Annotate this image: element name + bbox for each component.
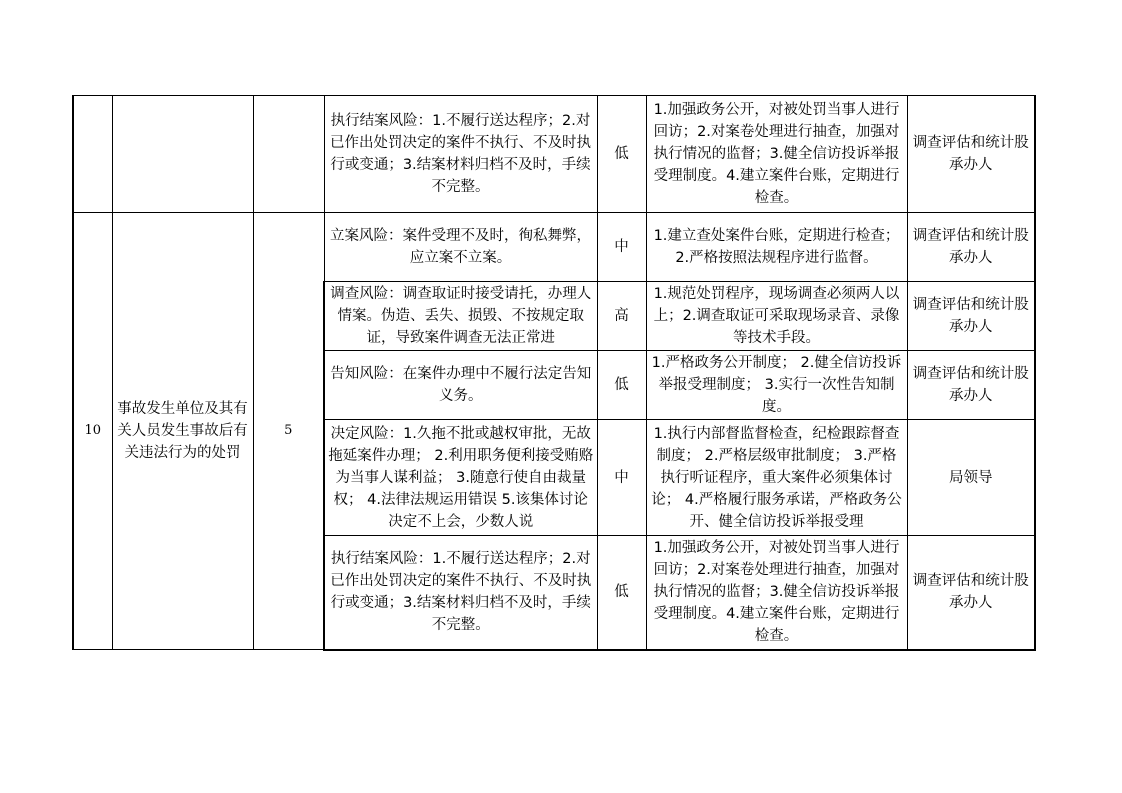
risk-point-text: 调查风险：调查取证时接受请托，办理人情案。伪造、丢失、损毁、不按规定取证，导致案件调查无法正常进 [330,286,592,346]
risk-table [72,95,1036,651]
item-number-cell [73,96,112,213]
prevention-measure-cell [646,420,907,536]
responsible-person-cell: 调查评估和统计股承办人 [907,351,1035,420]
responsible-person-cell: 局领导 [907,420,1035,536]
risk-point-cell [324,420,597,536]
risk-point-cell: 执行结案风险：1.不履行送达程序；2.对已作出处罚决定的案件不执行、不及时执行或变通；3.结案材料归档不及时，手续不完整。 [324,96,597,213]
table-row [73,96,1035,213]
risk-level-cell: 高 [597,282,646,351]
risk-level-cell: 中 [597,420,646,536]
risk-point-cell [324,282,597,351]
prevention-measure-text: 1.执行内部督监督检查，纪检跟踪督查制度； 2.严格层级审批制度； 3.严格执行听证程序，重大案件必须集体讨论； 4.严格履行服务承诺，严格政务公开、健全信访投诉举报受理 [651,425,902,530]
item-name-cell [112,96,253,213]
risk-level-cell: 低 [597,96,646,213]
responsible-person-cell: 调查评估和统计股承办人 [907,536,1035,650]
responsible-person-cell: 调查评估和统计股承办人 [907,282,1035,351]
prevention-measure-cell: 1.建立查处案件台账，定期进行检查；2.严格按照法规程序进行监督。 [646,213,907,282]
item-name-cell: 事故发生单位及其有关人员发生事故后有关违法行为的处罚 [112,213,253,650]
item-number-cell: 10 [73,213,112,650]
risk-point-text: 决定风险：1.久拖不批或越权审批，无故拖延案件办理； 2.利用职务便利接受贿赂为当事人谋利益； 3.随意行使自由裁量权； 4.法律法规运用错误 5.该集体讨论决定不上会，少数人说 [328,425,594,530]
risk-level-cell: 中 [597,213,646,282]
item-count-cell [253,96,324,213]
risk-level-cell: 低 [597,351,646,420]
prevention-measure-cell: 1.加强政务公开，对被处罚当事人进行回访；2.对案卷处理进行抽查，加强对执行情况的监督；3.健全信访投诉举报受理制度。4.建立案件台账，定期进行检查。 [646,96,907,213]
prevention-measure-cell: 1.加强政务公开，对被处罚当事人进行回访；2.对案卷处理进行抽查，加强对执行情况的监督；3.健全信访投诉举报受理制度。4.建立案件台账，定期进行检查。 [646,536,907,650]
prevention-measure-cell: 1.规范处罚程序，现场调查必须两人以上；2.调查取证可采取现场录音、录像等技术手段。 [646,282,907,351]
risk-point-cell: 告知风险：在案件办理中不履行法定告知义务。 [324,351,597,420]
risk-level-cell: 低 [597,536,646,650]
item-count-cell: 5 [253,213,324,650]
prevention-measure-cell: 1.严格政务公开制度； 2.健全信访投诉举报受理制度； 3.实行一次性告知制度。 [646,351,907,420]
table-row [73,213,1035,282]
responsible-person-cell: 调查评估和统计股承办人 [907,96,1035,213]
responsible-person-cell: 调查评估和统计股承办人 [907,213,1035,282]
risk-point-cell: 立案风险：案件受理不及时，徇私舞弊，应立案不立案。 [324,213,597,282]
risk-point-cell: 执行结案风险：1.不履行送达程序；2.对已作出处罚决定的案件不执行、不及时执行或变通；3.结案材料归档不及时，手续不完整。 [324,536,597,650]
